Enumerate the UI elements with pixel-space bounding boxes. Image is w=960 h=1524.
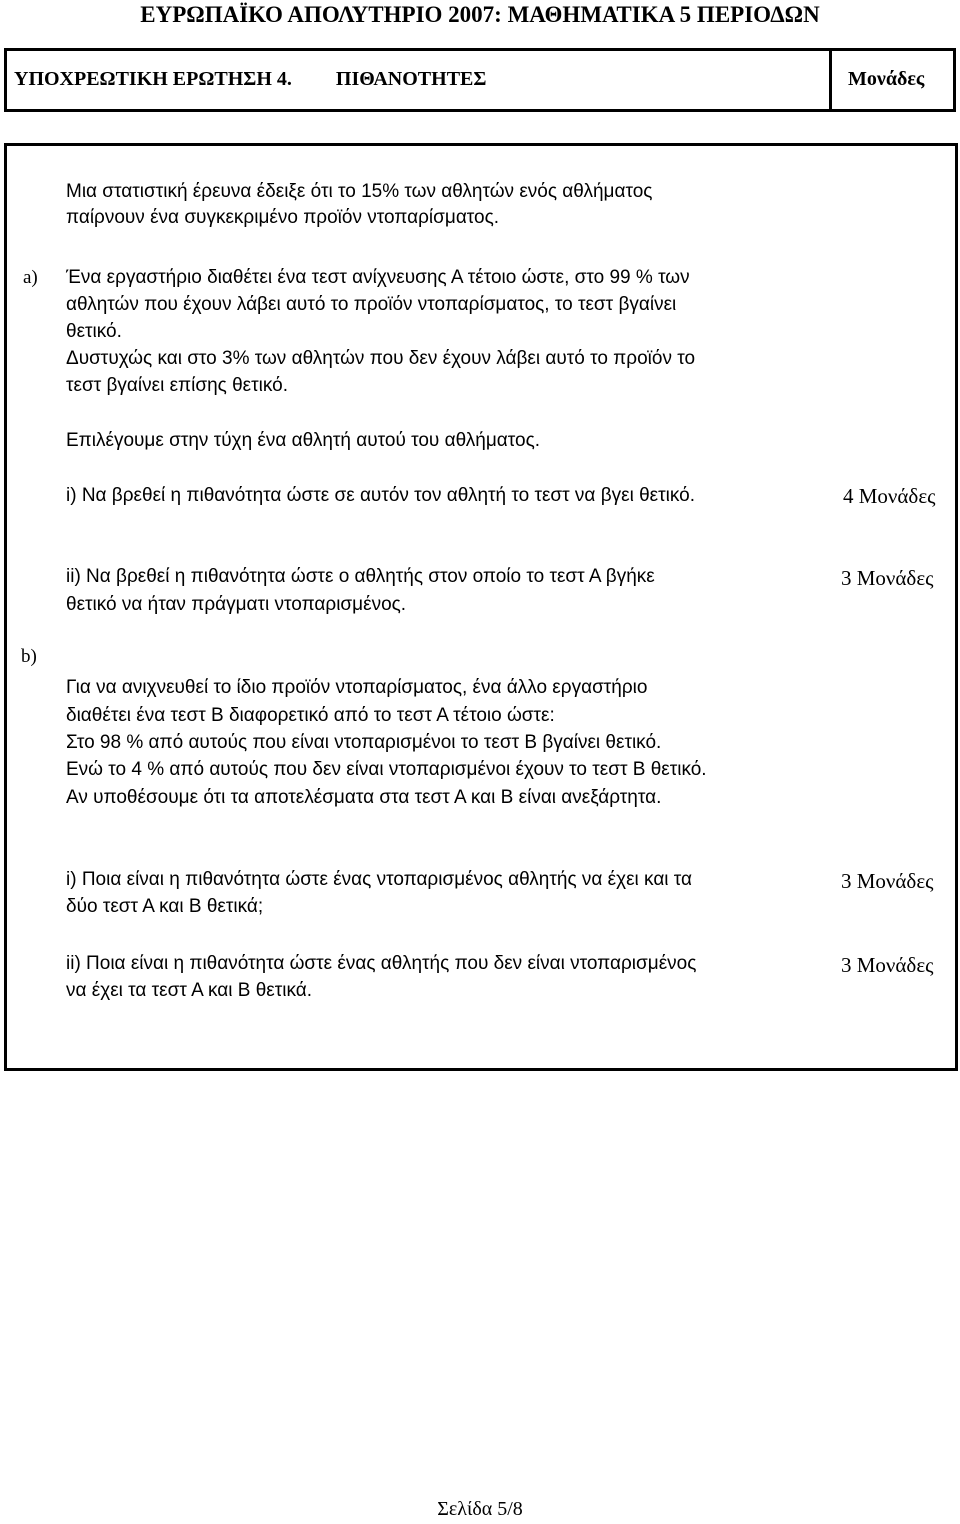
part-b-line: Ενώ το 4 % από αυτούς που δεν είναι ντοπαρισμένοι έχουν το τεστ Β θετικό.	[66, 759, 707, 780]
part-b-line: Στο 98 % από αυτούς που είναι ντοπαρισμένοι το τεστ Β βγαίνει θετικό.	[66, 732, 662, 753]
part-a-q1-marks: 4 Μονάδες	[843, 484, 936, 508]
question-number	[14, 68, 486, 91]
part-b-line: Για να ανιχνευθεί το ίδιο προϊόν ντοπαρίσματος, ένα άλλο εργαστήριο	[66, 677, 648, 698]
intro-line: παίρνουν ένα συγκεκριμένο προϊόν ντοπαρίσματος.	[66, 207, 500, 228]
intro-line: Μια στατιστική έρευνα έδειξε ότι το 15% των αθλητών ενός αθλήματος	[66, 181, 653, 202]
part-b-q1: i) Ποια είναι η πιθανότητα ώστε ένας ντοπαρισμένος αθλητής να έχει και τα	[66, 869, 693, 890]
part-a-q2: ii) Να βρεθεί η πιθανότητα ώστε ο αθλητής στον οποίο το τεστ Α βγήκε	[66, 566, 655, 587]
part-a-line: Δυστυχώς και στο 3% των αθλητών που δεν έχουν λάβει αυτό το προϊόν το	[66, 348, 696, 369]
question-topic: ΠΙΘΑΝΟΤΗΤΕΣ	[335, 68, 487, 90]
part-b-q1: δύο τεστ Α και Β θετικά;	[66, 896, 264, 917]
part-b-q2: να έχει τα τεστ Α και Β θετικά.	[66, 980, 313, 1001]
part-a-choose: Επιλέγουμε στην τύχη ένα αθλητή αυτού του αθλήματος.	[66, 430, 541, 451]
marks-header: Μονάδες	[848, 68, 925, 90]
part-a-line: Ένα εργαστήριο διαθέτει ένα τεστ ανίχνευσης Α τέτοιο ώστε, στο 99 % των	[66, 267, 690, 288]
part-b-q2: ii) Ποια είναι η πιθανότητα ώστε ένας αθλητής που δεν είναι ντοπαρισμένος	[66, 953, 697, 974]
part-b-line: Αν υποθέσουμε ότι τα αποτελέσματα στα τεστ Α και Β είναι ανεξάρτητα.	[66, 787, 662, 808]
part-b-label: b)	[21, 646, 37, 667]
header-divider	[829, 48, 832, 112]
page-title: ΕΥΡΩΠΑΪΚΟ ΑΠΟΛΥΤΗΡΙΟ 2007: ΜΑΘΗΜΑΤΙΚΑ 5 ΠΕΡΙΟΔΩΝ	[140, 2, 820, 27]
part-b-q1-marks: 3 Μονάδες	[841, 869, 934, 893]
part-a-q1: i) Να βρεθεί η πιθανότητα ώστε σε αυτόν τον αθλητή το τεστ να βγει θετικό.	[66, 485, 695, 506]
part-a-line: θετικό.	[66, 321, 122, 342]
part-a-q2-marks: 3 Μονάδες	[841, 566, 934, 590]
part-b-line: διαθέτει ένα τεστ Β διαφορετικό από το τεστ Α τέτοιο ώστε:	[66, 705, 555, 726]
part-a-line: τεστ βγαίνει επίσης θετικό.	[66, 375, 288, 396]
part-a-line: αθλητών που έχουν λάβει αυτό το προϊόν ντοπαρίσματος, το τεστ βγαίνει	[66, 294, 677, 315]
part-a-label: a)	[23, 267, 38, 288]
part-b-q2-marks: 3 Μονάδες	[841, 953, 934, 977]
question-label: ΥΠΟΧΡΕΩΤΙΚΗ ΕΡΩΤΗΣΗ 4.	[14, 68, 292, 90]
page-number: Σελίδα 5/8	[437, 1498, 523, 1520]
part-a-q2: θετικό να ήταν πράγματι ντοπαρισμένος.	[66, 594, 407, 615]
